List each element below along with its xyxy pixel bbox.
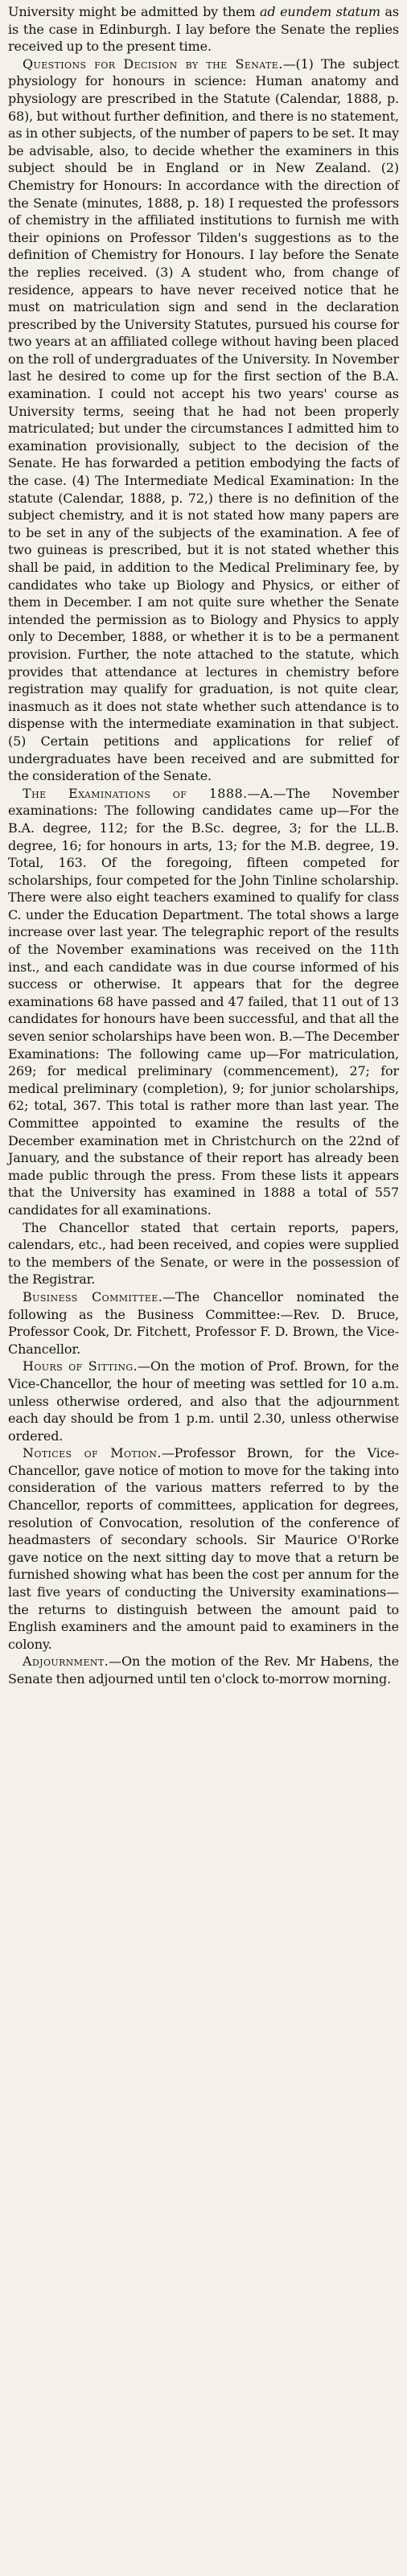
intro-text-2: as is the case in Edinburgh. I lay before the Senate the replies received up to the present time. [8,4,399,55]
questions-text: —(1) The subject physiology for honours in science: Human anatomy and physiology are prescribed in the Statute (Calendar, 1888, p. 68), but without further definition, and there is no statement, as in other subjects, of the number of papers to be set. It may be advisable, also, to decide whether the examiners in this subject should be in England or in New Zealand. (2) Chemistry for Honours: In accordance with the direction of the Senate (minutes, 1888, p. 18) I requested the professors of chemistry in the affiliated institutions to furnish me with their opinions on Professor Tilden's suggestions as to the definition of Chemistry for Honours. I lay before the Senate the replies received. (3) A student who, from change of residence, appears to have never received notice that he must on matriculation sign and send in the declaration prescribed by the University Statutes, pursued his course for two years at an affiliated college without having been placed on the roll of undergraduates of the University. In November last he desired to come up for the first section of the B.A. examination. I could not accept his two years' course as University terms, seeing that he had not been properly matriculated; but under the circumstances I admitted him to examination provisionally, subject to the decision of the Senate. He has forwarded a petition embodying the facts of the case. (4) The Intermediate Medical Examination: In the statute (Calendar, 1888, p. 72,) there is no definition of the subject chemistry, and it is not stated how many papers are to be set in any of the subjects of the examination. A fee of two guineas is prescribed, but it is not stated whether this shall be paid, in addition to the Medical Preliminary fee, by candidates who take up Biology and Physics, or either of them in December. I am not quite sure whether the Senate intended the permission as to Biology and Physics to apply only to December, 1888, or whether it is to be a permanent provision. Further, the note attached to the statute, which provides that attendance at lectures in chemistry before registration may qualify for graduation, is not quite clear, inasmuch as it does not state whether such attendance is to dispense with the intermediate examination in that subject. (5) Certain petitions and applications for relief of undergraduates have been received and are submitted for the consideration of the Senate. [8,55,399,784]
examinations-text: —A.—The November examinations: The following candidates came up—For the B.A. degree, 112; for the B.Sc. degree, 3; for the LL.B. degree, 16; for honours in arts, 13; for the M.B. degree, 19. Total, 163. Of the foregoing, fifteen competed for scholarships, four competed for the John Tinline scholarship. There were also eight teachers examined to qualify for class C. under the Education Department. The total shows a large increase over last year. The telegraphic report of the results of the November examinations was received on the 11th inst., and each candidate was in due course informed of his success or otherwise. It appears that for the degree examinations 68 have passed and 47 failed, that 11 out of 13 candidates for honours have been successful, and that all the seven senior scholarships have been won. B.—The December Examinations: The following came up—For matriculation, 269; for medical preliminary (commencement), 27; for medical preliminary (completion), 9; for junior scholarships, 62; total, 367. This total is rather more than last year. The Committee appointed to examine the results of the December examination met in Christchurch on the 22nd of January, and the substance of their report has already been made public through the press. From these lists it appears that the University has examined in 1888 a total of 557 candidates for all examinations. [8,785,399,1218]
adjournment-paragraph [8,1653,399,1687]
notices-heading: Notices of Motion. [23,1445,162,1461]
business-paragraph [8,1288,399,1358]
business-heading: Business Committee. [23,1288,163,1304]
examinations-paragraph [8,785,399,1219]
notices-paragraph [8,1444,399,1653]
adjournment-heading: Adjournment. [23,1654,109,1670]
intro-italic: ad eundem statum [260,4,380,19]
hours-heading: Hours of Sitting. [23,1358,138,1374]
intro-text-1: University might be admitted by them [8,4,261,19]
examinations-heading: The Examinations of 1888. [23,785,248,801]
adjournment-text: —On the motion of the Rev. Mr Habens, the Senate then adjourned until ten o'clock to-morrow morning. [8,1654,399,1687]
hours-text: —On the motion of Prof. Brown, for the Vice-Chancellor, the hour of meeting was settled for 10 a.m. unless otherwise ordered, and also that the adjournment each day should be from 1 p.m. until 2.30, unless otherwise ordered. [8,1358,400,1444]
chancellor-paragraph [8,1219,399,1288]
notices-text: —Professor Brown, for the Vice-Chancellor, gave notice of motion to move for the taking into consideration of the various matters referred to by the Chancellor, reports of committees, application for degrees, resolution of Convocation, resolution of the conference of headmasters of secondary schools. Sir Maurice O'Rorke gave notice on the next sitting day to move that a return be furnished showing what has been the cost per annum for the last five years of conducting the University examinations—the returns to distinguish between the amount paid to English examiners and the amount paid to examiners in the colony. [8,1445,399,1652]
questions-paragraph [8,55,399,785]
intro-paragraph [8,3,399,55]
business-text: —The Chancellor nominated the following as the Business Committee:—Rev. D. Bruce, Professor Cook, Dr. Fitchett, Professor F. D. Brown, the Vice-Chancellor. [8,1288,399,1357]
questions-heading: Questions for Decision by the Senate. [23,55,283,72]
hours-paragraph [8,1358,399,1444]
chancellor-text: The Chancellor stated that certain reports, papers, calendars, etc., had been received, and copies were supplied to the members of the Senate, or were in the possession of the Registrar. [8,1219,399,1288]
